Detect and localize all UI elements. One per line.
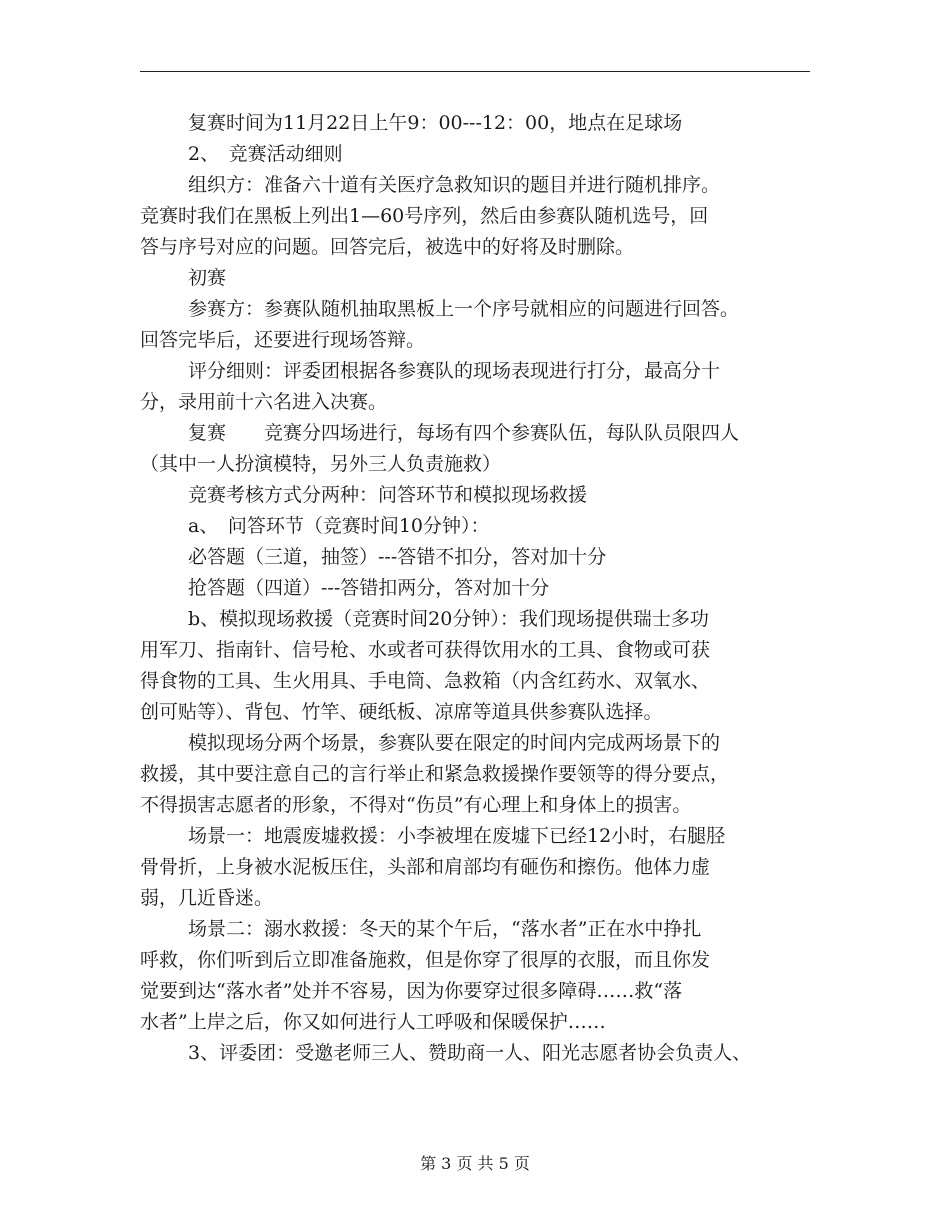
paragraph-line: 评分细则：评委团根据各参赛队的现场表现进行打分，最高分十 xyxy=(188,360,721,382)
paragraph-line: 回答完毕后，还要进行现场答辩。 xyxy=(140,329,426,351)
paragraph-line: 场景二：溺水救援：冬天的某个午后，“落水者”正在水中挣扎 xyxy=(188,918,702,940)
paragraph-line: 弱，几近昏迷。 xyxy=(140,887,274,909)
paragraph-line: 骨骨折，上身被水泥板压住，头部和肩部均有砸伤和擦伤。他体力虚 xyxy=(140,856,711,878)
paragraph-line: （其中一人扮演模特，另外三人负责施救） xyxy=(140,453,502,475)
paragraph-line: 3、评委团：受邀老师三人、赞助商一人、阳光志愿者协会负责人、 xyxy=(188,1042,752,1064)
paragraph-line: 场景一：地震废墟救援：小李被埋在废墟下已经12小时，右腿胫 xyxy=(188,825,726,847)
paragraph-line: 复赛 竞赛分四场进行，每场有四个参赛队伍，每队队员限四人 xyxy=(188,422,740,444)
paragraph-line: 不得损害志愿者的形象，不得对“伤员”有心理上和身体上的损害。 xyxy=(140,794,692,816)
paragraph-line: 分，录用前十六名进入决赛。 xyxy=(140,391,388,413)
page-number: 第 3 页 共 5 页 xyxy=(420,1154,530,1173)
paragraph-line: 抢答题（四道）---答错扣两分，答对加十分 xyxy=(188,577,550,599)
paragraph-line: 水者”上岸之后，你又如何进行人工呼吸和保暖保护…… xyxy=(140,1011,606,1033)
paragraph-line: 竞赛考核方式分两种：问答环节和模拟现场救援 xyxy=(188,484,588,506)
paragraph-line: 用军刀、指南针、信号枪、水或者可获得饮用水的工具、食物或可获 xyxy=(140,639,711,661)
paragraph-line: 必答题（三道，抽签）---答错不扣分，答对加十分 xyxy=(188,546,607,568)
paragraph-line: 参赛方：参赛队随机抽取黑板上一个序号就相应的问题进行回答。 xyxy=(188,298,740,320)
paragraph-line: b、模拟现场救援（竞赛时间20分钟）：我们现场提供瑞士多功 xyxy=(188,608,709,630)
paragraph-line: 复赛时间为11月22日上午9：00---12：00，地点在足球场 xyxy=(188,112,683,134)
paragraph-line: 答与序号对应的问题。回答完后，被选中的好将及时删除。 xyxy=(140,236,635,258)
document-body xyxy=(140,108,812,1069)
header-rule xyxy=(140,71,810,72)
paragraph-line: 得食物的工具、生火用具、手电筒、急救箱（内含红药水、双氧水、 xyxy=(140,670,711,692)
paragraph-line: 呼救，你们听到后立即准备施救，但是你穿了很厚的衣服，而且你发 xyxy=(140,949,711,971)
subsection-heading: 初赛 xyxy=(188,267,227,289)
paragraph-line: 觉要到达“落水者”处并不容易，因为你要穿过很多障碍……救“落 xyxy=(140,980,683,1002)
paragraph-line: 组织方：准备六十道有关医疗急救知识的题目并进行随机排序。 xyxy=(188,174,721,196)
paragraph-line: 救援，其中要注意自己的言行举止和紧急救援操作要领等的得分要点， xyxy=(140,763,730,785)
paragraph-line: 竞赛时我们在黑板上列出1—60号序列，然后由参赛队随机选号，回 xyxy=(140,205,709,227)
section-heading: 2、 竞赛活动细则 xyxy=(188,143,343,165)
paragraph-line: 创可贴等）、背包、竹竿、硬纸板、凉席等道具供参赛队选择。 xyxy=(140,701,663,723)
paragraph-line: a、 问答环节（竞赛时间10分钟）： xyxy=(188,515,490,537)
paragraph-line: 模拟现场分两个场景，参赛队要在限定的时间内完成两场景下的 xyxy=(188,732,721,754)
